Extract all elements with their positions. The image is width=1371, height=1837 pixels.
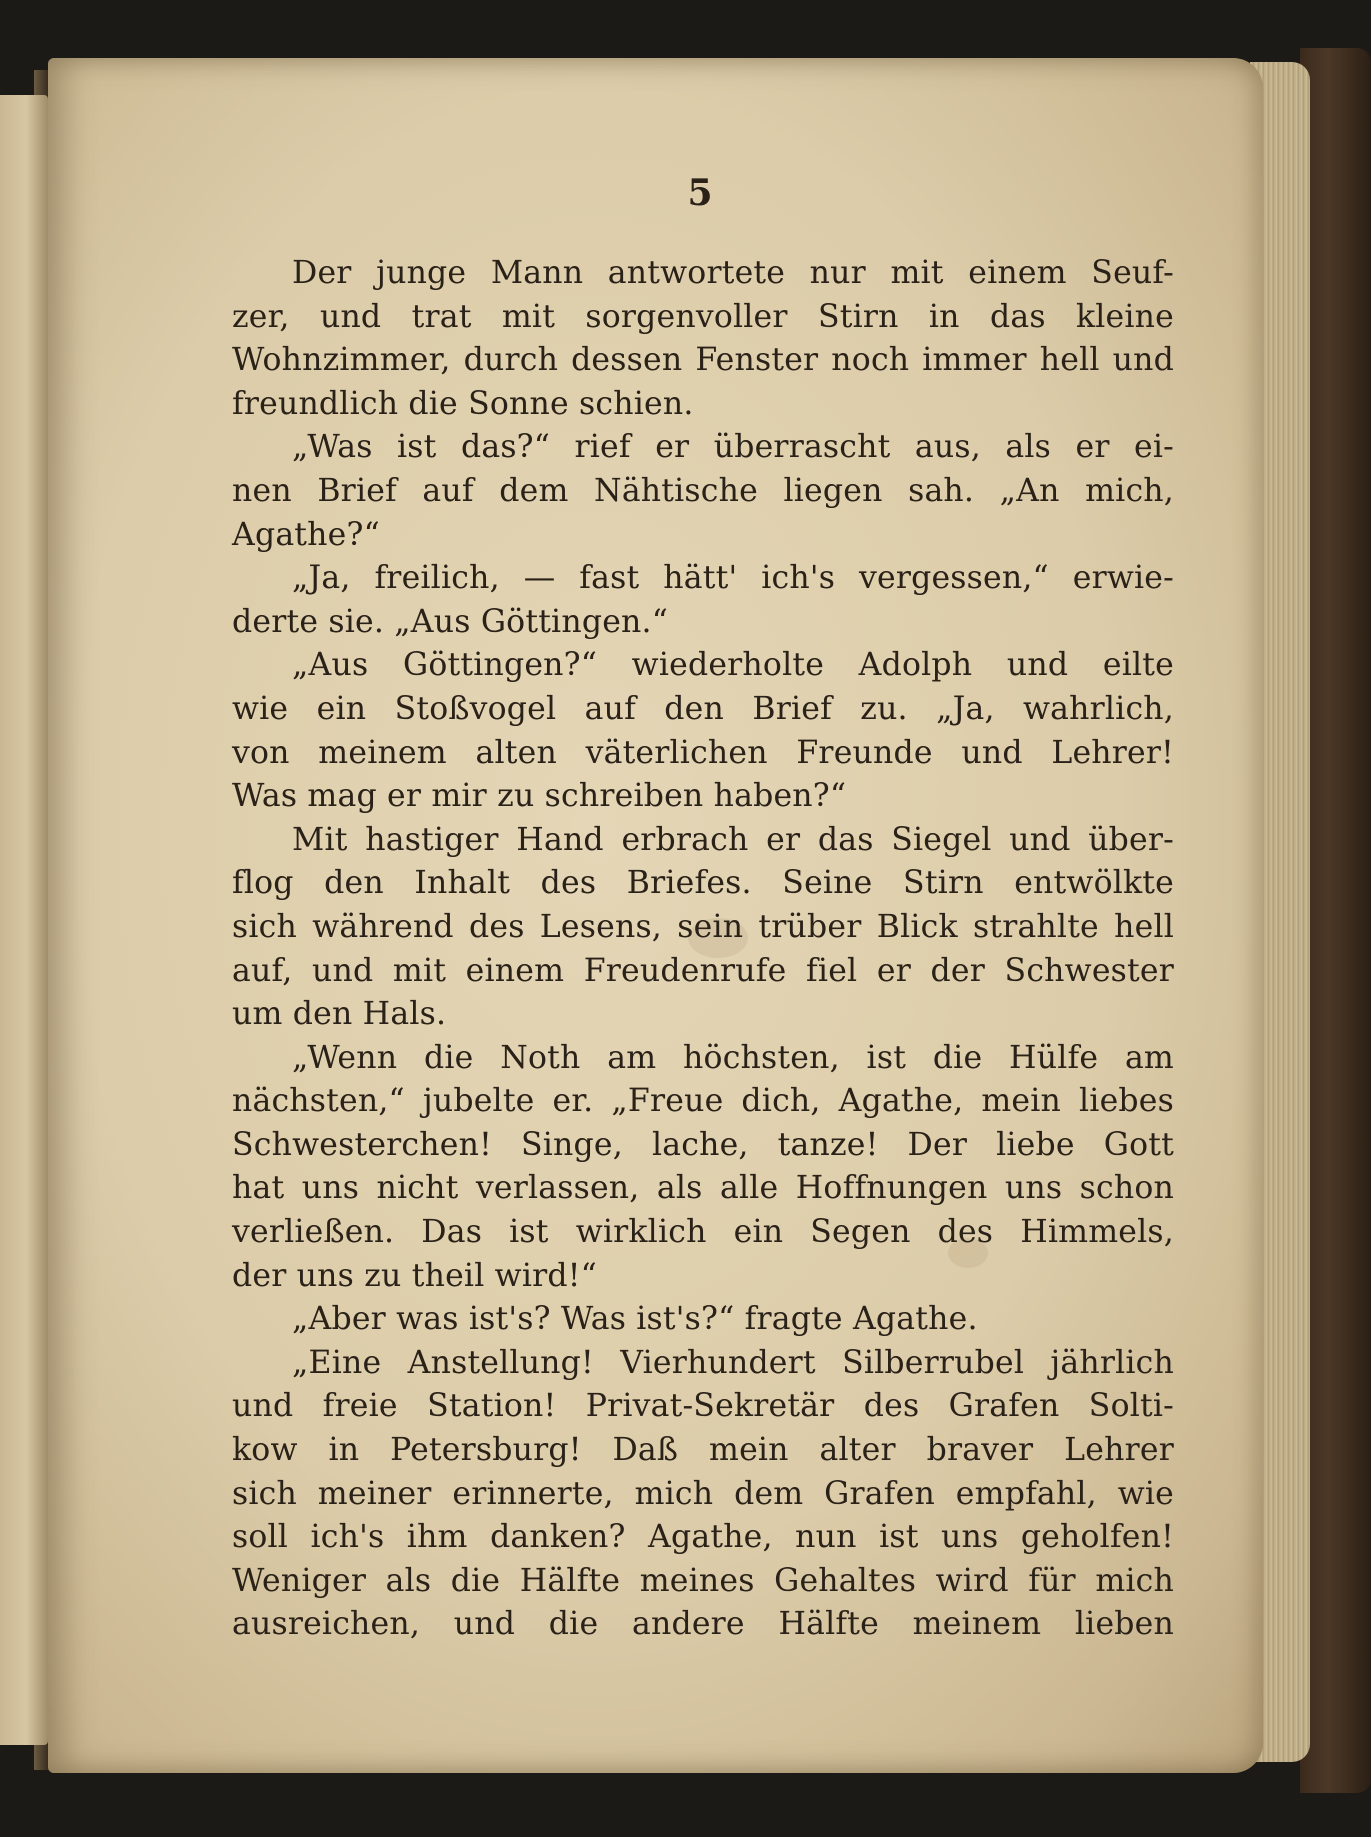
text-line: „Wenn die Noth am höchsten, ist die Hülfe am [292,1039,1174,1076]
text-line: „Was ist das?“ rief er überrascht aus, als er ei- [292,429,1174,466]
text-line: Der junge Mann antwortete nur mit einem Seuf- [292,255,1174,291]
text-line: von meinem alten väterlichen Freunde und Lehrer! [232,734,1174,771]
text-line: verließen. Das ist wirklich ein Segen des Himmels, [232,1214,1174,1251]
body-text [232,252,1174,1647]
text-line: Weniger als die Hälfte meines Gehaltes wird für mich [232,1562,1174,1599]
text-line: wie ein Stoßvogel auf den Brief zu. „Ja, wahrlich, [232,690,1174,727]
left-page-edge [0,95,48,1745]
text-line: auf, und mit einem Freudenrufe fiel er der Schwester [232,952,1174,989]
text-line: nen Brief auf dem Nähtische liegen sah. „An mich, [232,472,1174,509]
text-line: Schwesterchen! Singe, lache, tanze! Der liebe Gott [232,1126,1174,1163]
text-line: Was mag er mir zu schreiben haben?“ [232,778,847,815]
text-line: Mit hastiger Hand erbrach er das Siegel und über- [292,821,1174,858]
text-line: ausreichen, und die andere Hälfte meinem lieben [232,1606,1174,1643]
text-line: Wohnzimmer, durch dessen Fenster noch immer hell und [232,342,1174,379]
text-line: flog den Inhalt des Briefes. Seine Stirn entwölkte [232,865,1174,902]
text-line: „Aber was ist's? Was ist's?“ fragte Agathe. [292,1301,978,1338]
text-line: „Eine Anstellung! Vierhundert Silberrubel jährlich [292,1344,1174,1381]
text-line: der uns zu theil wird!“ [232,1257,597,1294]
text-line: sich meiner erinnerte, mich dem Grafen empfahl, wie [232,1475,1174,1512]
text-line: „Aus Göttingen?“ wiederholte Adolph und eilte [292,647,1174,684]
text-line: Agathe?“ [232,516,380,553]
book-cover-edge [1300,48,1371,1793]
text-line: und freie Station! Privat-Sekretär des Grafen Solti- [232,1388,1174,1425]
text-line: kow in Petersburg! Daß mein alter braver Lehrer [232,1432,1174,1469]
page-number: 5 [687,172,713,214]
text-line: freundlich die Sonne schien. [232,385,694,422]
text-line: nächsten,“ jubelte er. „Freue dich, Agathe, mein liebes [232,1083,1174,1120]
text-line: soll ich's ihm danken? Agathe, nun ist uns geholfen! [232,1519,1174,1556]
text-line: zer, und trat mit sorgenvoller Stirn in das kleine [232,298,1174,335]
text-line: sich während des Lesens, sein trüber Blick strahlte hell [232,908,1174,945]
text-line: hat uns nicht verlassen, als alle Hoffnungen uns schon [232,1170,1174,1207]
text-line: „Ja, freilich, — fast hätt' ich's vergessen,“ erwie- [292,560,1174,597]
text-line: derte sie. „Aus Göttingen.“ [232,603,669,640]
text-line: um den Hals. [232,996,447,1033]
